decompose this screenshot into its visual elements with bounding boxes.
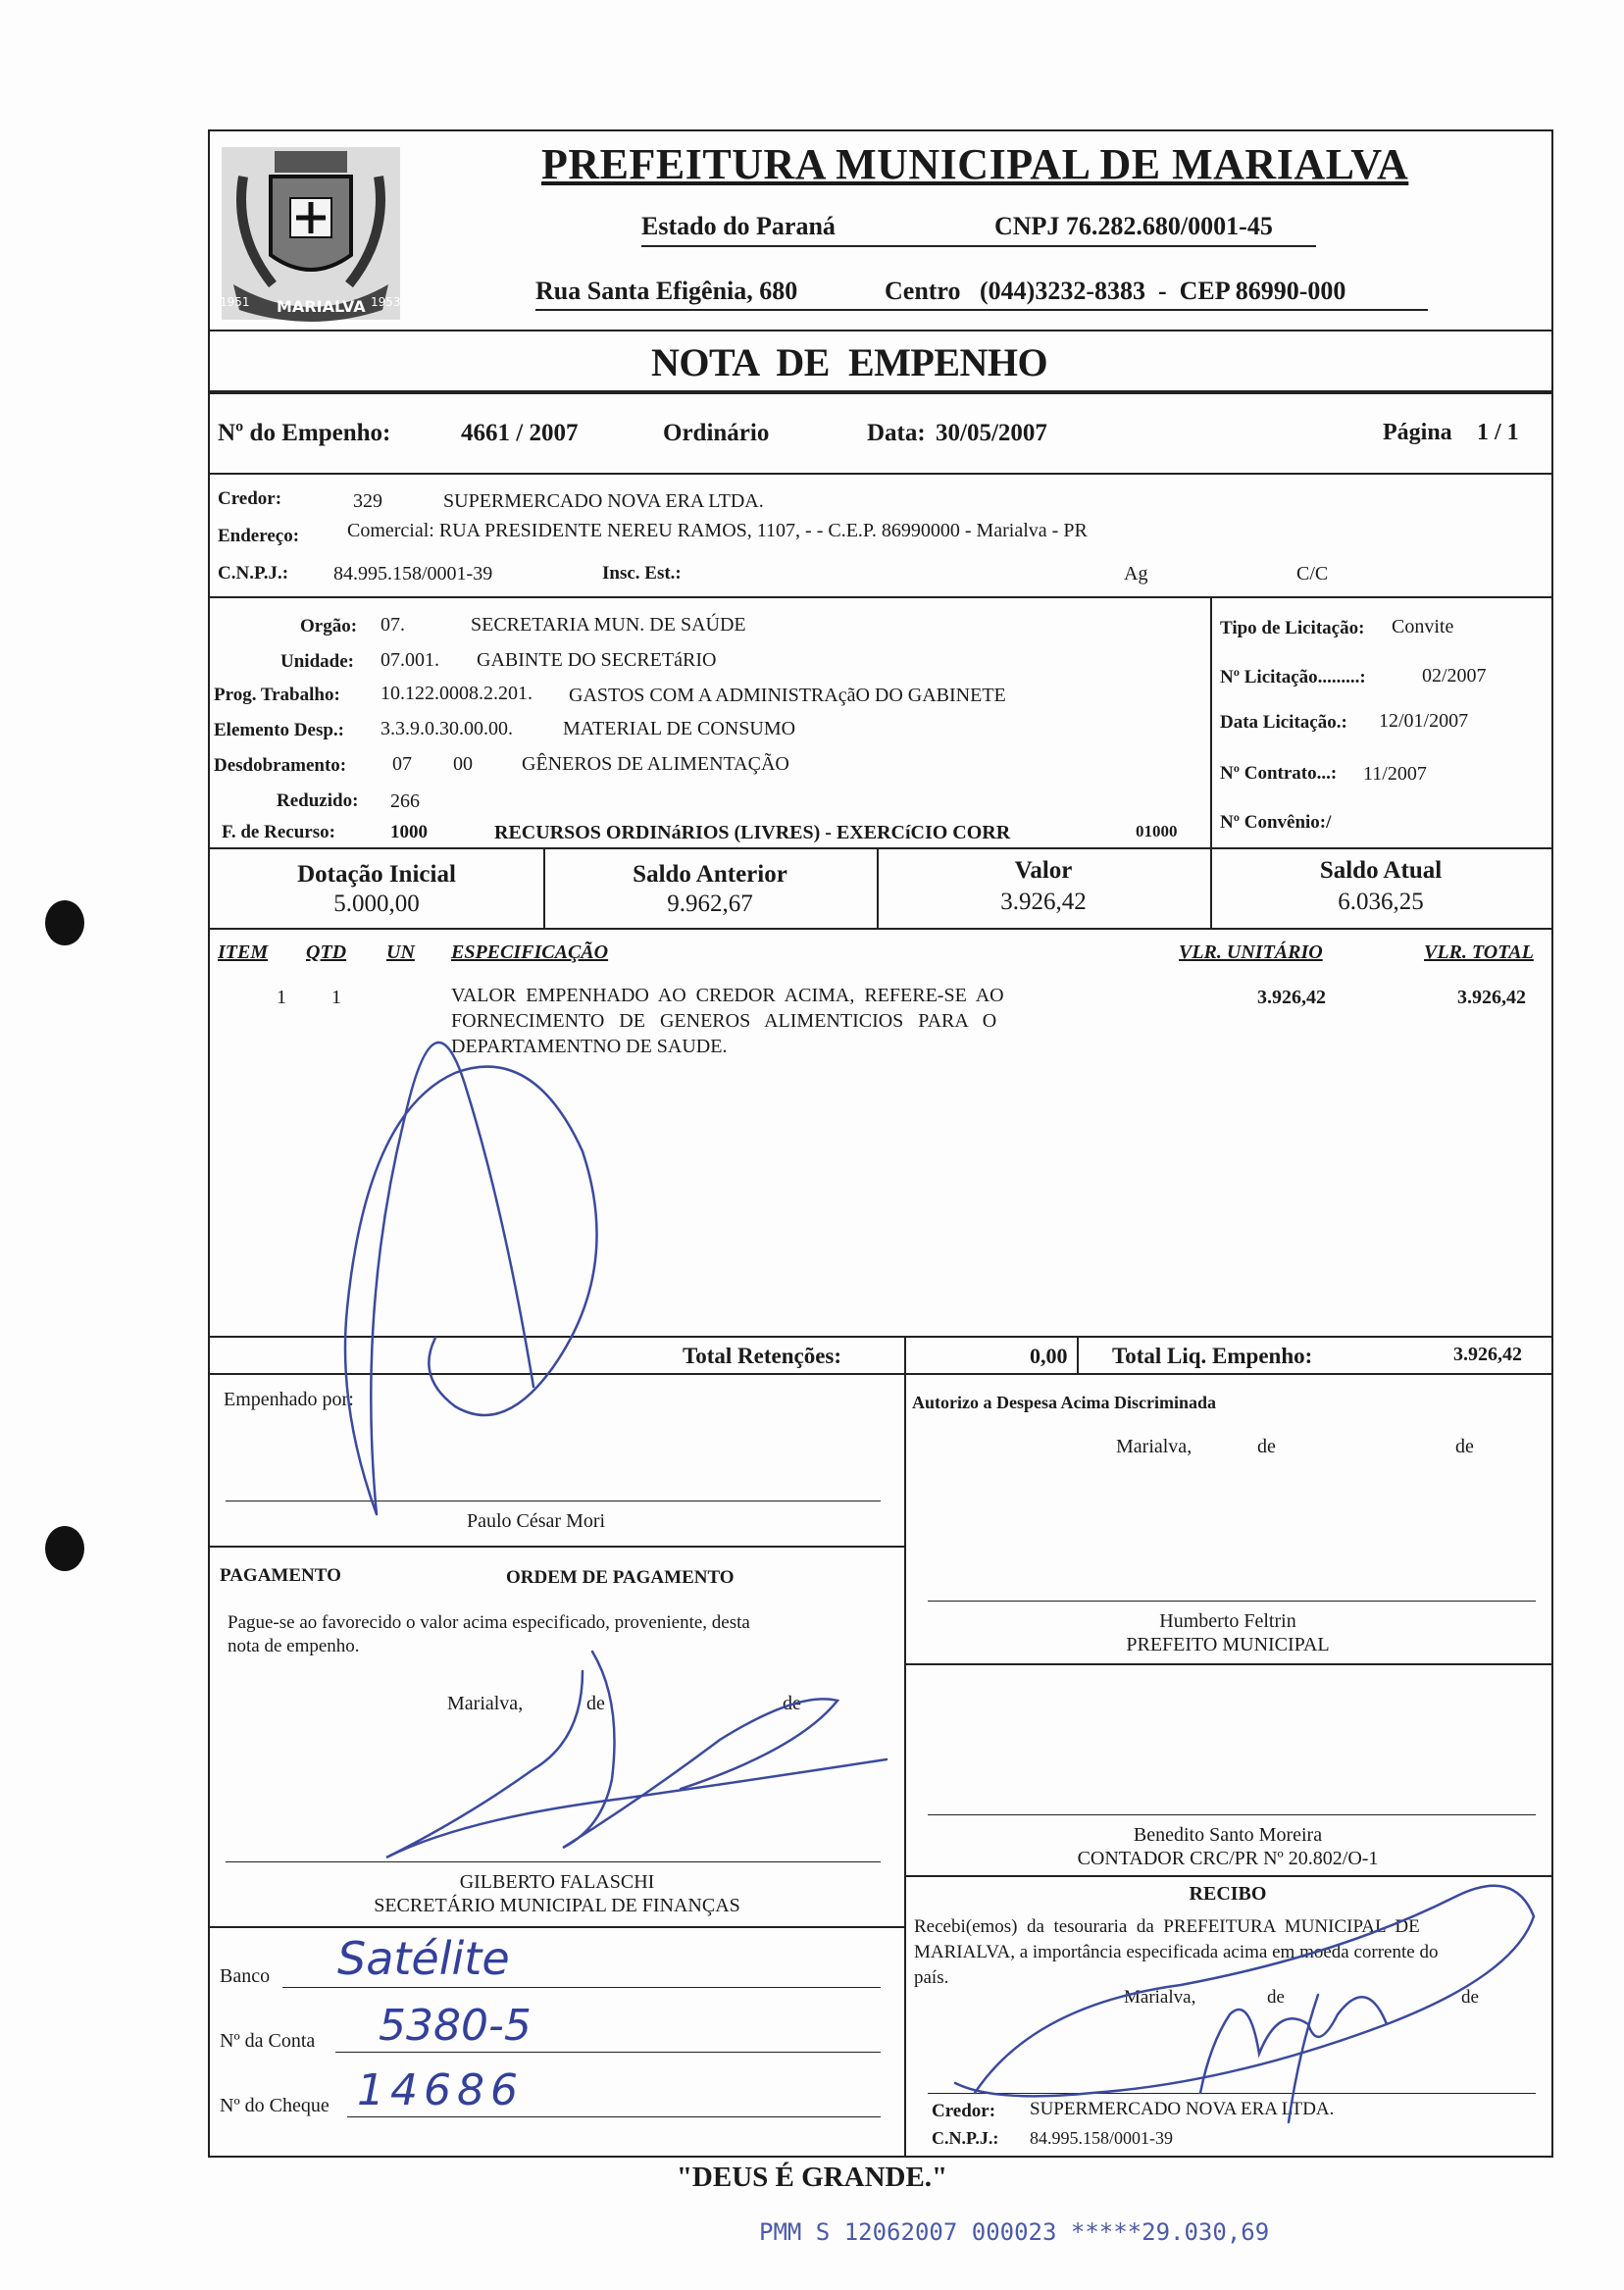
secretary-title: SECRETÁRIO MUNICIPAL DE FINANÇAS [374, 1895, 740, 1916]
pagamento-place: Marialva, [447, 1693, 524, 1714]
footer-stamp: PMM S 12062007 000023 *****29.030,69 [759, 2218, 1270, 2246]
punch-hole-bottom [45, 1526, 84, 1571]
reduzido-label: Reduzido: [277, 790, 359, 811]
banco-label: Banco [220, 1965, 271, 1987]
insc-est-label: Insc. Est.: [602, 563, 682, 584]
recibo-credor-value: SUPERMERCADO NOVA ERA LTDA. [1030, 2099, 1335, 2119]
pagamento-text2: nota de empenho. [228, 1636, 360, 1656]
elemento-code: 3.3.9.0.30.00.00. [381, 718, 513, 739]
credor-cnpj: 84.995.158/0001-39 [333, 563, 493, 585]
convenio-label: Nº Convênio:/ [1220, 812, 1332, 833]
cc-label: C/C [1296, 563, 1329, 585]
contrato-label: Nº Contrato...: [1220, 763, 1338, 784]
reduzido-value: 266 [390, 790, 420, 812]
item-vlr-total: 3.926,42 [1457, 987, 1526, 1008]
conta-value[interactable]: 5380-5 [379, 2001, 532, 2051]
ag-label: Ag [1124, 563, 1148, 585]
empenho-signature [210, 131, 1551, 2156]
cheque-value[interactable]: 14686 [357, 2065, 524, 2115]
contrato-value: 11/2007 [1363, 763, 1427, 785]
saldo-anterior-value: 9.962,67 [667, 891, 753, 917]
data-licitacao: 12/01/2007 [1379, 710, 1469, 732]
autorizo-de2: de [1455, 1436, 1474, 1457]
empenho-date: 30/05/2007 [936, 420, 1047, 446]
valor-value: 3.926,42 [1000, 889, 1087, 915]
items-col-vlr-unit: VLR. UNITÁRIO [1179, 941, 1323, 963]
recibo-text1: Recebi(emos) da tesouraria da PREFEITURA MUNICIPAL DE [914, 1916, 1420, 1937]
orgao-name: SECRETARIA MUN. DE SAÚDE [471, 614, 746, 636]
items-col-vlr-total: VLR. TOTAL [1424, 941, 1534, 963]
saldo-atual-label: Saldo Atual [1319, 857, 1443, 884]
recurso-label: F. de Recurso: [222, 822, 335, 842]
empenho-label: Nº do Empenho: [218, 420, 391, 446]
data-licitacao-label: Data Licitação.: [1220, 712, 1347, 733]
conta-label: Nº da Conta [220, 2030, 316, 2052]
autorizo-de1: de [1257, 1436, 1276, 1457]
saldo-atual-value: 6.036,25 [1338, 889, 1424, 915]
recurso-code: 1000 [390, 822, 428, 842]
saldo-anterior-label: Saldo Anterior [633, 861, 787, 888]
item-number: 1 [277, 987, 286, 1008]
dotacao-value: 5.000,00 [333, 891, 420, 917]
credor-address: Comercial: RUA PRESIDENTE NEREU RAMOS, 1107, - - C.E.P. 86990000 - Marialva - PR [347, 520, 1088, 541]
prog-name: GASTOS COM A ADMINISTRAçãO DO GABINETE [569, 685, 1006, 706]
item-desc-line2: FORNECIMENTO DE GENEROS ALIMENTICIOS PARA O [451, 1010, 997, 1032]
empenho-date-label: Data: [867, 420, 926, 446]
mayor-title: PREFEITO MUNICIPAL [1126, 1634, 1330, 1655]
num-licitacao: 02/2007 [1422, 665, 1487, 687]
dotacao-label: Dotação Inicial [297, 861, 456, 888]
recibo-de1: de [1267, 1987, 1285, 2008]
items-col-espec: ESPECIFICAÇÃO [451, 941, 609, 963]
desd-name: GÊNEROS DE ALIMENTAÇÃO [522, 753, 789, 775]
footer-motto: "DEUS É GRANDE." [676, 2162, 948, 2193]
autorizo-label: Autorizo a Despesa Acima Discriminada [912, 1393, 1216, 1412]
header-cnpj: CNPJ 76.282.680/0001-45 [994, 212, 1273, 240]
ordem-pagamento-label: ORDEM DE PAGAMENTO [506, 1567, 735, 1588]
cheque-label: Nº do Cheque [220, 2095, 330, 2116]
total-retencoes-value: 0,00 [1030, 1344, 1068, 1368]
credor-code: 329 [353, 490, 382, 512]
empenho-number: 4661 / 2007 [461, 420, 579, 446]
credor-cnpj-label: C.N.P.J.: [218, 563, 289, 584]
prog-code: 10.122.0008.2.201. [381, 683, 533, 704]
items-col-un: UN [386, 941, 415, 963]
crest-text: MARIALVA [277, 297, 366, 316]
address-label: Endereço: [218, 526, 300, 546]
recibo-text2: MARIALVA, a importância especificada acima em moeda corrente do [914, 1942, 1439, 1962]
item-qtd: 1 [331, 987, 341, 1008]
accountant-name: Benedito Santo Moreira [1133, 1824, 1323, 1846]
recibo-cnpj-label: C.N.P.J.: [932, 2128, 999, 2148]
unidade-name: GABINTE DO SECRETáRIO [477, 649, 717, 671]
valor-label: Valor [1014, 857, 1073, 884]
recibo-credor-label: Credor: [932, 2101, 996, 2121]
total-retencoes-label: Total Retenções: [683, 1344, 842, 1368]
desdobramento-label: Desdobramento: [214, 755, 347, 776]
secretary-name: GILBERTO FALASCHI [459, 1871, 655, 1893]
item-vlr-unit: 3.926,42 [1257, 987, 1326, 1008]
elemento-label: Elemento Desp.: [214, 720, 344, 740]
recurso-name: RECURSOS ORDINáRIOS (LIVRES) - EXERCíCIO CORR [494, 822, 1011, 843]
pagamento-label: PAGAMENTO [220, 1565, 341, 1586]
recurso-extra: 01000 [1136, 822, 1178, 840]
empenhado-label: Empenhado por: [224, 1389, 354, 1410]
tipo-licitacao-label: Tipo de Licitação: [1220, 618, 1365, 638]
item-desc-line1: VALOR EMPENHADO AO CREDOR ACIMA, REFERE-SE AO [451, 985, 1004, 1006]
crest-year-right: 1953 [371, 295, 401, 309]
desd-a: 07 [392, 753, 412, 775]
orgao-code: 07. [381, 614, 405, 636]
page-label: Página [1383, 420, 1452, 445]
desd-b: 00 [453, 753, 473, 775]
prog-label: Prog. Trabalho: [214, 685, 340, 705]
header-street: Rua Santa Efigênia, 680 [535, 277, 798, 305]
punch-hole-top [45, 900, 84, 945]
recibo-title: RECIBO [1189, 1883, 1267, 1905]
credor-name: SUPERMERCADO NOVA ERA LTDA. [443, 490, 764, 512]
accountant-title: CONTADOR CRC/PR Nº 20.802/O-1 [1077, 1848, 1379, 1869]
recibo-de2: de [1461, 1987, 1479, 2008]
pagamento-text1: Pague-se ao favorecido o valor acima especificado, proveniente, desta [228, 1612, 750, 1633]
unidade-code: 07.001. [381, 649, 439, 671]
total-liq-value: 3.926,42 [1453, 1344, 1522, 1365]
credor-label: Credor: [218, 488, 282, 509]
item-desc-line3: DEPARTAMENTNO DE SAUDE. [451, 1036, 728, 1057]
recibo-place: Marialva, [1124, 1987, 1196, 2008]
header-contact: Centro (044)3232-8383 - CEP 86990-000 [885, 277, 1346, 305]
pagamento-de1: de [586, 1693, 605, 1714]
header-state: Estado do Paraná [641, 212, 836, 240]
page-number: 1 / 1 [1477, 420, 1519, 445]
tipo-licitacao: Convite [1392, 616, 1454, 637]
header-title: PREFEITURA MUNICIPAL DE MARIALVA [541, 140, 1409, 188]
mayor-name: Humberto Feltrin [1159, 1610, 1296, 1632]
unidade-label: Unidade: [280, 651, 354, 672]
empenhado-name: Paulo César Mori [467, 1510, 606, 1532]
banco-value[interactable]: Satélite [337, 1932, 510, 1985]
crest-year-left: 1951 [220, 295, 250, 309]
total-liq-label: Total Liq. Empenho: [1112, 1344, 1313, 1368]
pagamento-de2: de [783, 1693, 801, 1714]
autorizo-place: Marialva, [1116, 1436, 1193, 1457]
num-licitacao-label: Nº Licitação.........: [1220, 667, 1366, 687]
empenho-type: Ordinário [663, 420, 770, 446]
recibo-cnpj-value: 84.995.158/0001-39 [1030, 2128, 1173, 2148]
recibo-text3: país. [914, 1967, 949, 1988]
orgao-label: Orgão: [300, 616, 358, 636]
doc-title: NOTA DE EMPENHO [651, 340, 1048, 384]
items-col-item: ITEM [218, 941, 269, 963]
elemento-name: MATERIAL DE CONSUMO [563, 718, 796, 739]
nota-de-empenho-form [208, 129, 1553, 2158]
items-col-qtd: QTD [306, 941, 347, 963]
